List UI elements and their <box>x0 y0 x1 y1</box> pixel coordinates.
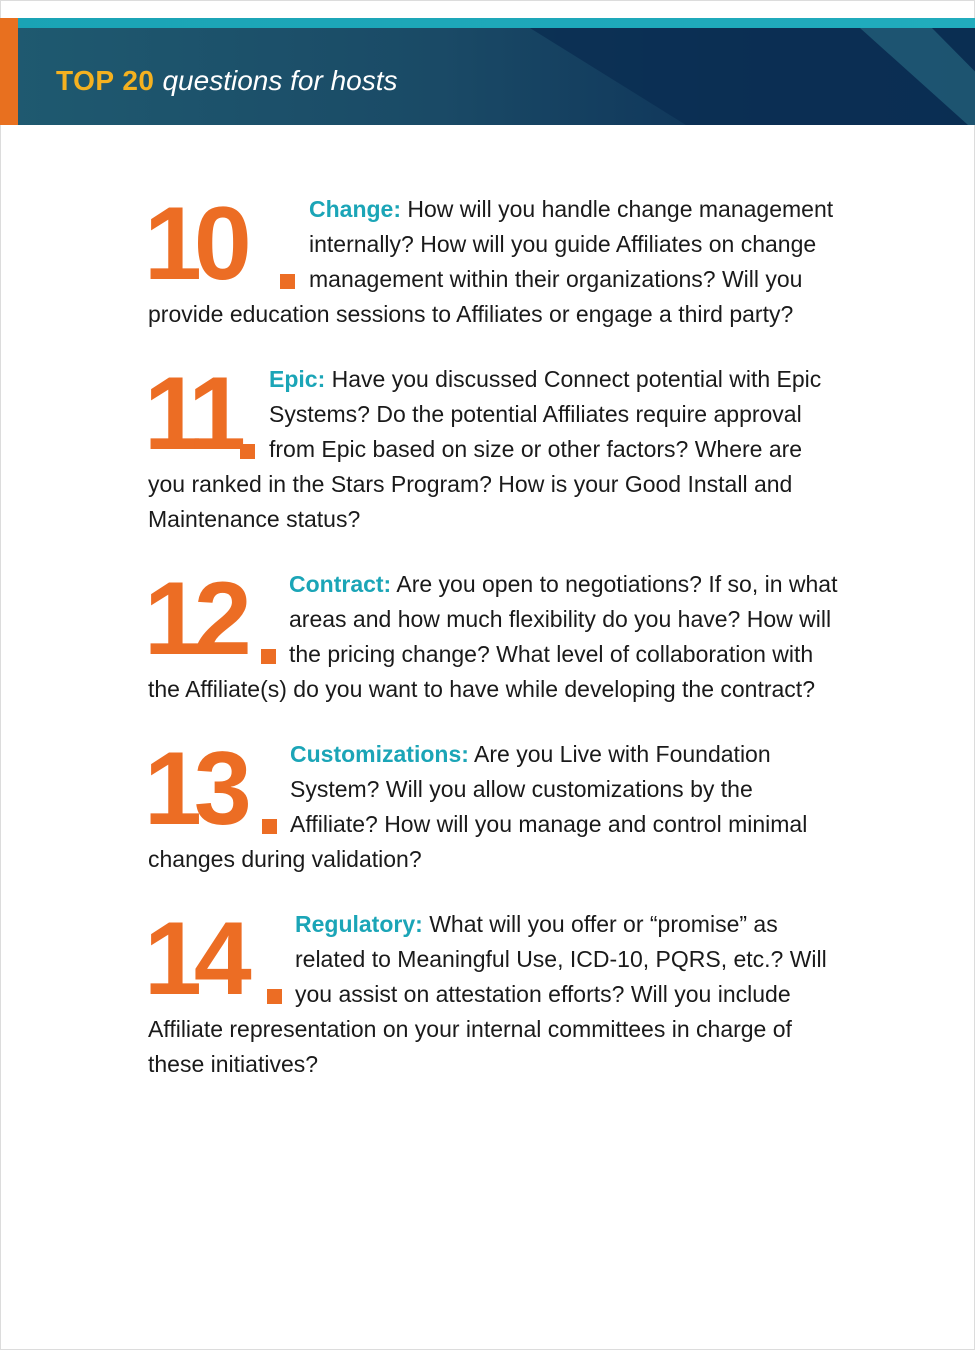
header-top-stripe <box>0 18 975 28</box>
question-label: Contract: <box>289 571 392 597</box>
question-line: Maintenance status? <box>148 506 361 532</box>
question-text: How will you handle change management <box>407 196 834 222</box>
question-number-dot <box>261 649 276 664</box>
question-line: System? Will you allow customizations by the <box>290 776 753 802</box>
header-title-em: questions for hosts <box>162 65 398 96</box>
question-line: related to Meaningful Use, ICD-10, PQRS, etc.? Will <box>295 946 827 972</box>
question-line: Systems? Do the potential Affiliates require approval <box>269 401 802 427</box>
question-line: areas and how much flexibility do you have? How will <box>289 606 832 632</box>
question-line: changes during validation? <box>148 846 422 872</box>
question-line: you ranked in the Stars Program? How is your Good Install and <box>148 471 793 497</box>
header-title <box>56 64 398 98</box>
question-line: these initiatives? <box>148 1051 319 1077</box>
question-line <box>289 567 837 602</box>
question-text: Are you Live with Foundation <box>474 741 771 767</box>
question-number-dot <box>280 274 295 289</box>
question-text: What will you offer or “promise” as <box>429 911 778 937</box>
question-line <box>290 737 771 772</box>
question-number: 10 <box>144 186 244 302</box>
question-label: Change: <box>309 196 401 222</box>
question-label: Regulatory: <box>295 911 423 937</box>
question-line: the Affiliate(s) do you want to have while developing the contract? <box>148 676 815 702</box>
question-number: 13 <box>144 731 244 847</box>
question-label: Epic: <box>269 366 326 392</box>
question-number: 11 <box>144 356 238 472</box>
question-text: Are you open to negotiations? If so, in what <box>396 571 838 597</box>
question-label: Customizations: <box>290 741 469 767</box>
question-line: internally? How will you guide Affiliates on change <box>309 231 817 257</box>
question-line <box>269 362 821 397</box>
question-line <box>309 192 833 227</box>
question-line: Affiliate? How will you manage and control minimal <box>290 811 808 837</box>
question-number-dot <box>240 444 255 459</box>
question-line <box>295 907 778 942</box>
question-line: you assist on attestation efforts? Will you include <box>295 981 791 1007</box>
question-line: from Epic based on size or other factors? Where are <box>269 436 803 462</box>
question-text: Have you discussed Connect potential with Epic <box>331 366 822 392</box>
question-line: Affiliate representation on your internal committees in charge of <box>148 1016 792 1042</box>
question-number-dot <box>267 989 282 1004</box>
question-number: 14 <box>144 901 244 1017</box>
question-line: management within their organizations? Will you <box>309 266 803 292</box>
question-line: the pricing change? What level of collaboration with <box>289 641 814 667</box>
question-line: provide education sessions to Affiliates or engage a third party? <box>148 301 794 327</box>
question-number: 12 <box>144 561 244 677</box>
question-number-dot <box>262 819 277 834</box>
header-title-strong: TOP 20 <box>56 65 155 96</box>
header-accent-bar <box>0 18 18 125</box>
